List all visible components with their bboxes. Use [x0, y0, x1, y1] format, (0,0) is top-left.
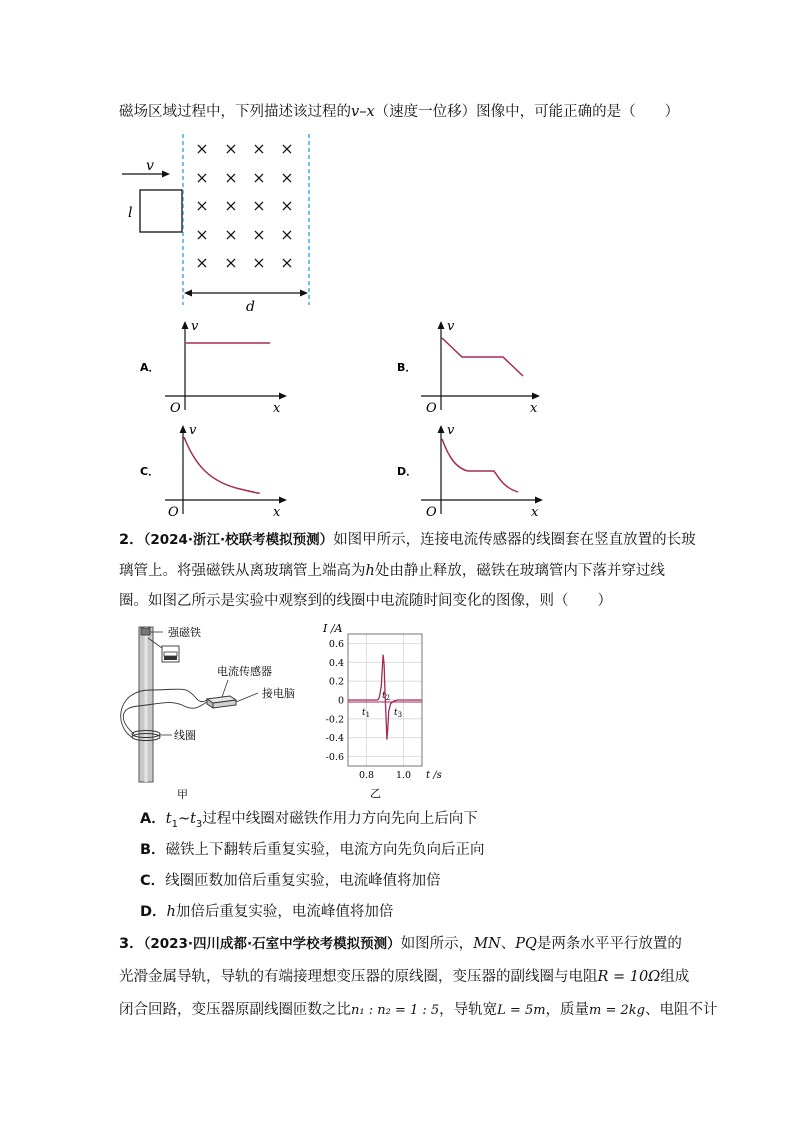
- svg-text:v: v: [189, 423, 197, 438]
- q3-line-3: 闭合回路，变压器原副线圈匝数之比n₁ : n₂ = 1 : 5，导轨宽L = 5m，质量m = 2kg、电阻不计: [119, 1002, 718, 1018]
- t2-label: $t_2$: [382, 691, 391, 702]
- l-label: l: [128, 205, 133, 221]
- figure-yi-caption: 乙: [370, 787, 381, 800]
- t1-label: $t_1$: [362, 708, 371, 719]
- chart-x-ticks: [359, 770, 411, 781]
- coil-label: 线圈: [174, 729, 196, 742]
- q3-line-1: 3．（2023·四川成都·石室中学校考模拟预测）如图所示，MN、PQ是两条水平平行放置的: [119, 936, 682, 952]
- svg-text:x: x: [273, 505, 281, 520]
- svg-text:O: O: [170, 401, 181, 416]
- option-c-label: C．: [140, 465, 160, 478]
- magnet-label: 强磁铁: [168, 626, 201, 639]
- svg-text:v: v: [447, 423, 455, 438]
- y-tick-label: 0.2: [328, 676, 344, 688]
- y-tick-label: -0.4: [325, 733, 344, 745]
- computer-label: 接电脑: [262, 687, 295, 700]
- x-tick-label: 0.8: [358, 770, 375, 781]
- field-cross: ×: [252, 253, 266, 272]
- y-tick-label: -0.2: [325, 714, 344, 726]
- chart-y-label: I /A: [323, 622, 343, 635]
- field-cross: ×: [195, 253, 209, 272]
- y-tick-label: 0.4: [328, 657, 344, 669]
- field-cross: ×: [252, 139, 266, 158]
- field-cross: ×: [224, 253, 238, 272]
- x-tick-label: 1.0: [395, 770, 412, 781]
- field-cross: ×: [195, 139, 209, 158]
- field-cross: ×: [224, 196, 238, 215]
- option-d-label: D．: [397, 465, 418, 478]
- option-a-label: A．: [140, 361, 160, 374]
- field-cross: ×: [224, 168, 238, 187]
- svg-text:O: O: [426, 401, 437, 416]
- svg-text:O: O: [168, 505, 179, 520]
- y-tick-label: 0: [337, 695, 344, 707]
- q2-option-a[interactable]: A．$t_1\sim t_3$过程中线圈对磁铁作用力方向先向上后向下: [140, 811, 478, 830]
- field-cross: ×: [195, 168, 209, 187]
- v-label: v: [146, 158, 154, 174]
- field-cross: ×: [280, 139, 294, 158]
- field-cross: ×: [280, 196, 294, 215]
- q2-line-1: 2．（2024·浙江·校联考模拟预测）如图甲所示，连接电流传感器的线圈套在竖直放置的长玻: [119, 532, 696, 548]
- svg-text:x: x: [530, 401, 538, 416]
- q2-line-2: 璃管上。将强磁铁从离玻璃管上端高为h处由静止释放，磁铁在玻璃管内下落并穿过线: [119, 563, 665, 579]
- q2-option-b[interactable]: B．磁铁上下翻转后重复实验，电流方向先负向后正向: [140, 842, 485, 858]
- field-cross: ×: [252, 196, 266, 215]
- y-tick-label: 0.6: [328, 638, 344, 650]
- q2-option-d[interactable]: D．h加倍后重复实验，电流峰值将加倍: [140, 904, 394, 920]
- svg-text:v: v: [191, 319, 199, 334]
- field-cross: ×: [224, 139, 238, 158]
- field-cross: ×: [195, 225, 209, 244]
- chart-x-label: t /s: [426, 770, 442, 781]
- q2-line-3: 圈。如图乙所示是实验中观察到的线圈中电流随时间变化的图像，则（ ）: [119, 593, 612, 609]
- svg-text:x: x: [531, 505, 539, 520]
- svg-text:x: x: [273, 401, 281, 416]
- q2-option-c[interactable]: C．线圈匝数加倍后重复实验，电流峰值将加倍: [140, 873, 441, 889]
- d-label: d: [246, 299, 255, 315]
- field-cross: ×: [280, 253, 294, 272]
- svg-text:v: v: [447, 319, 455, 334]
- svg-text:O: O: [426, 505, 437, 520]
- field-cross: ×: [252, 168, 266, 187]
- field-cross: ×: [195, 196, 209, 215]
- field-cross: ×: [280, 225, 294, 244]
- chart-y-ticks: [326, 639, 344, 763]
- t3-label: $t_3$: [394, 708, 403, 719]
- figure-jia-caption: 甲: [177, 788, 188, 801]
- q1-stem: 磁场区域过程中，下列描述该过程的v–x（速度一位移）图像中，可能正确的是（ ）: [119, 104, 680, 120]
- q3-line-2: 光滑金属导轨，导轨的有端接理想变压器的原线圈，变压器的副线圈与电阻R = 10Ω组成: [119, 969, 690, 985]
- sensor-label: 电流传感器: [217, 665, 272, 678]
- field-cross: ×: [252, 225, 266, 244]
- field-cross: ×: [280, 168, 294, 187]
- option-b-label: B．: [397, 361, 417, 374]
- field-cross: ×: [224, 225, 238, 244]
- q1-stem-var: v–x: [351, 104, 375, 120]
- y-tick-label: -0.6: [325, 752, 344, 764]
